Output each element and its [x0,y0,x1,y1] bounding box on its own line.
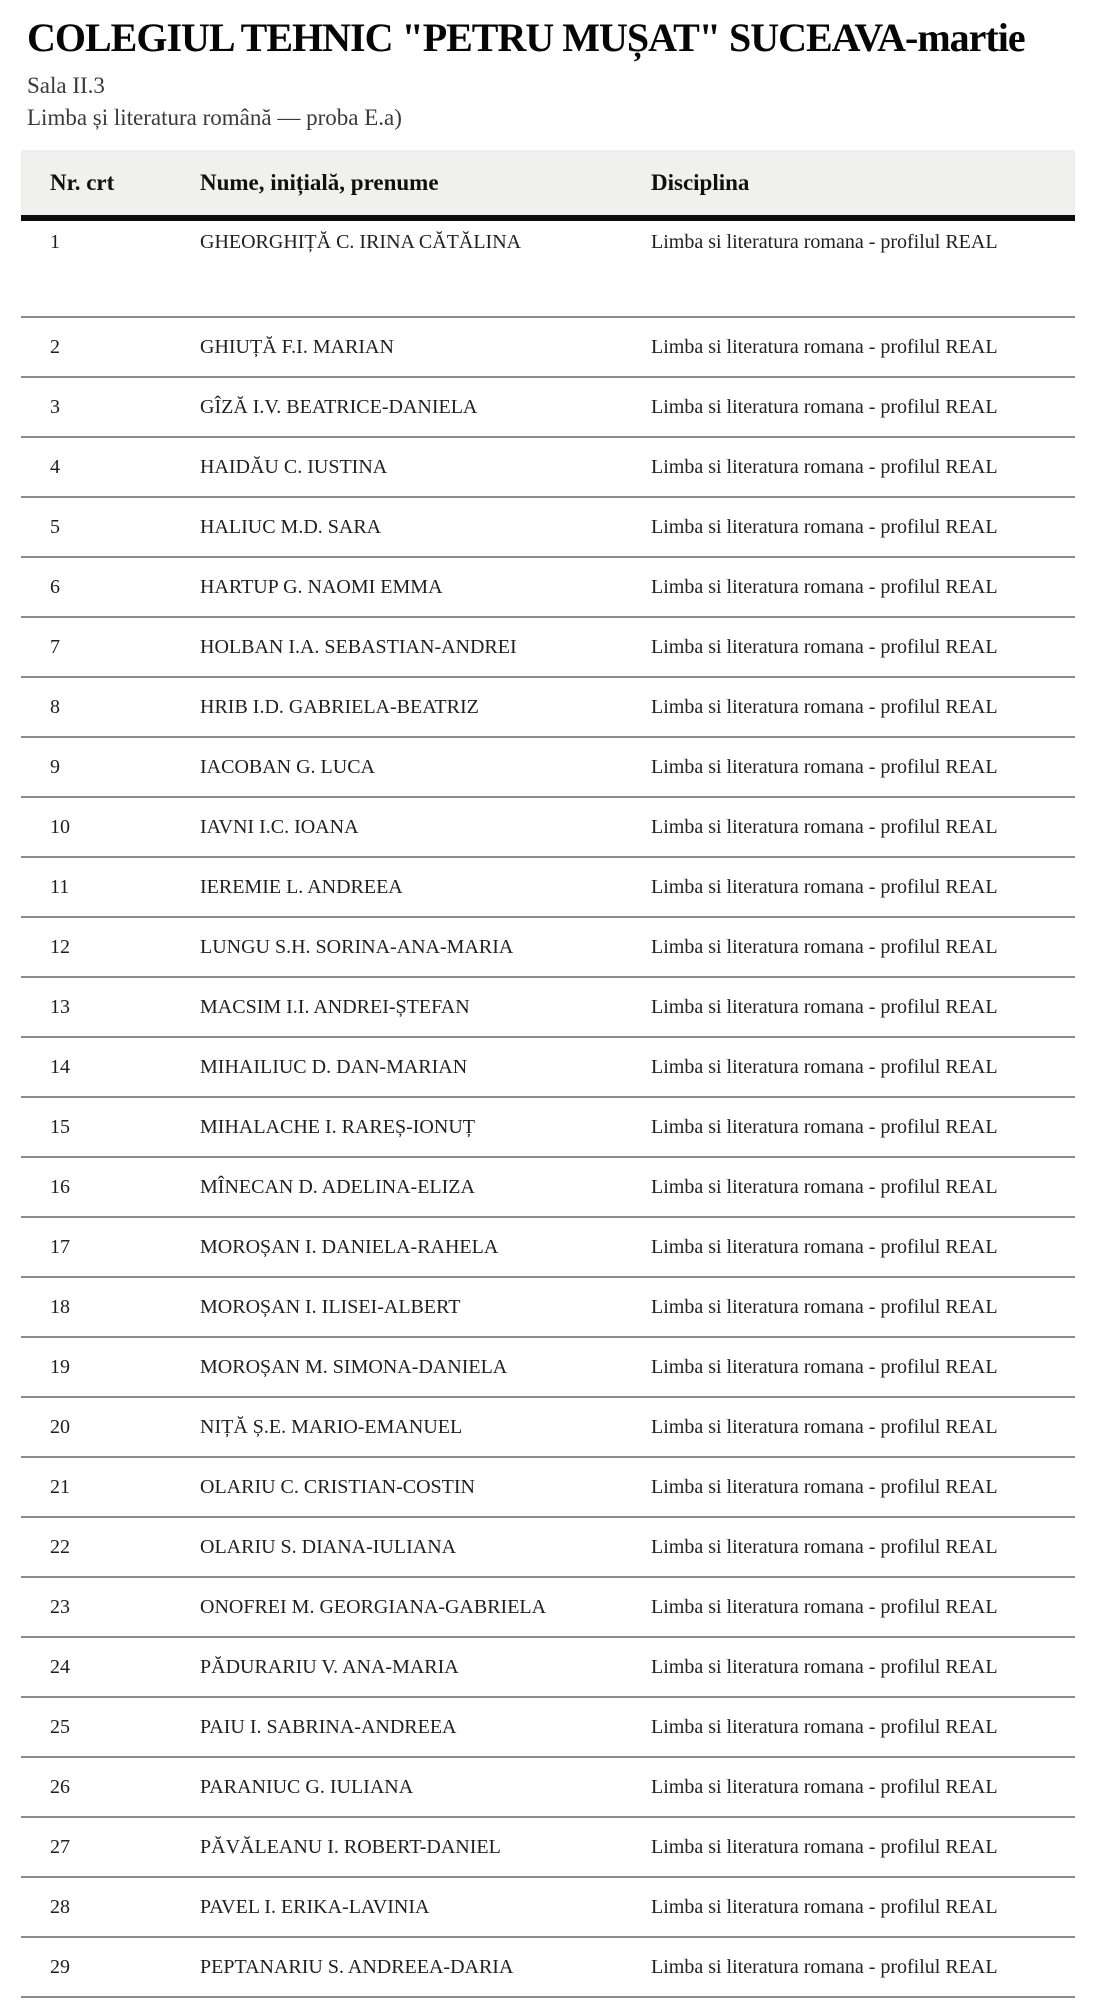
row-number: 24 [21,1637,200,1697]
row-number: 19 [21,1337,200,1397]
table-row [21,1697,1075,1757]
student-discipline: Limba si literatura romana - profilul REAL [651,557,1075,617]
student-discipline: Limba si literatura romana - profilul REAL [651,1817,1075,1877]
table-row [21,917,1075,977]
student-discipline: Limba si literatura romana - profilul REAL [651,1577,1075,1637]
student-discipline: Limba si literatura romana - profilul REAL [651,1937,1075,1997]
student-name: NIȚĂ Ș.E. MARIO-EMANUEL [200,1397,651,1457]
student-discipline: Limba si literatura romana - profilul REAL [651,917,1075,977]
table-row [21,1217,1075,1277]
student-name: PAVEL I. ERIKA-LAVINIA [200,1877,651,1937]
table-body [21,218,1075,1997]
student-name: OLARIU C. CRISTIAN-COSTIN [200,1457,651,1517]
student-discipline: Limba si literatura romana - profilul REAL [651,977,1075,1037]
student-discipline: Limba si literatura romana - profilul REAL [651,1397,1075,1457]
student-discipline: Limba si literatura romana - profilul REAL [651,1877,1075,1937]
student-name: IACOBAN G. LUCA [200,737,651,797]
row-number: 25 [21,1697,200,1757]
student-discipline: Limba si literatura romana - profilul REAL [651,1157,1075,1217]
student-discipline: Limba si literatura romana - profilul REAL [651,218,1075,317]
row-number: 6 [21,557,200,617]
row-number: 9 [21,737,200,797]
student-discipline: Limba si literatura romana - profilul REAL [651,857,1075,917]
room-label: Sala II.3 [27,73,105,98]
student-discipline: Limba si literatura romana - profilul REAL [651,1037,1075,1097]
student-discipline: Limba si literatura romana - profilul REAL [651,437,1075,497]
row-number: 7 [21,617,200,677]
student-name: PARANIUC G. IULIANA [200,1757,651,1817]
table-row [21,1817,1075,1877]
table-row [21,977,1075,1037]
row-number: 11 [21,857,200,917]
student-name: PAIU I. SABRINA-ANDREEA [200,1697,651,1757]
row-number: 4 [21,437,200,497]
student-discipline: Limba si literatura romana - profilul REAL [651,677,1075,737]
table-row [21,737,1075,797]
row-number: 23 [21,1577,200,1637]
table-row [21,1337,1075,1397]
student-discipline: Limba si literatura romana - profilul REAL [651,797,1075,857]
student-name: PĂDURARIU V. ANA-MARIA [200,1637,651,1697]
students-table [21,150,1075,1998]
student-name: HOLBAN I.A. SEBASTIAN-ANDREI [200,617,651,677]
table-row [21,797,1075,857]
student-discipline: Limba si literatura romana - profilul REAL [651,377,1075,437]
row-number: 22 [21,1517,200,1577]
table-row [21,1877,1075,1937]
row-number: 12 [21,917,200,977]
table-row [21,317,1075,377]
student-name: GHIUȚĂ F.I. MARIAN [200,317,651,377]
table-row [21,1937,1075,1997]
table-row [21,1037,1075,1097]
student-discipline: Limba si literatura romana - profilul REAL [651,1337,1075,1397]
row-number: 26 [21,1757,200,1817]
table-row [21,437,1075,497]
row-number: 20 [21,1397,200,1457]
table-row [21,1757,1075,1817]
student-name: MIHALACHE I. RAREȘ-IONUȚ [200,1097,651,1157]
student-name: HALIUC M.D. SARA [200,497,651,557]
student-discipline: Limba si literatura romana - profilul REAL [651,617,1075,677]
student-discipline: Limba si literatura romana - profilul REAL [651,497,1075,557]
row-number: 5 [21,497,200,557]
student-discipline: Limba si literatura romana - profilul REAL [651,1097,1075,1157]
student-name: GHEORGHIȚĂ C. IRINA CĂTĂLINA [200,218,651,317]
student-name: MÎNECAN D. ADELINA-ELIZA [200,1157,651,1217]
student-discipline: Limba si literatura romana - profilul REAL [651,1517,1075,1577]
student-name: MIHAILIUC D. DAN-MARIAN [200,1037,651,1097]
student-discipline: Limba si literatura romana - profilul REAL [651,1697,1075,1757]
student-name: ONOFREI M. GEORGIANA-GABRIELA [200,1577,651,1637]
table-row [21,1517,1075,1577]
student-name: HRIB I.D. GABRIELA-BEATRIZ [200,677,651,737]
table-header-row [21,150,1075,218]
table-row [21,617,1075,677]
subject-label: Limba și literatura română — proba E.a) [27,105,402,130]
student-discipline: Limba si literatura romana - profilul REAL [651,1277,1075,1337]
table-row [21,1097,1075,1157]
column-header-name: Nume, inițială, prenume [200,150,651,218]
student-name: MOROȘAN I. ILISEI-ALBERT [200,1277,651,1337]
student-name: MOROȘAN I. DANIELA-RAHELA [200,1217,651,1277]
table-row [21,557,1075,617]
student-name: HARTUP G. NAOMI EMMA [200,557,651,617]
row-number: 15 [21,1097,200,1157]
table-row [21,1397,1075,1457]
student-name: LUNGU S.H. SORINA-ANA-MARIA [200,917,651,977]
row-number: 1 [21,218,200,317]
student-discipline: Limba si literatura romana - profilul REAL [651,1217,1075,1277]
student-name: PEPTANARIU S. ANDREEA-DARIA [200,1937,651,1997]
table-row [21,1157,1075,1217]
table-row [21,1637,1075,1697]
row-number: 14 [21,1037,200,1097]
row-number: 27 [21,1817,200,1877]
student-discipline: Limba si literatura romana - profilul REAL [651,1637,1075,1697]
page-title: COLEGIUL TEHNIC "PETRU MUȘAT" SUCEAVA-martie [27,15,1025,60]
student-discipline: Limba si literatura romana - profilul REAL [651,737,1075,797]
table-row [21,1277,1075,1337]
student-discipline: Limba si literatura romana - profilul REAL [651,317,1075,377]
row-number: 10 [21,797,200,857]
table-row [21,497,1075,557]
table-row [21,1577,1075,1637]
student-name: HAIDĂU C. IUSTINA [200,437,651,497]
column-header-nr-crt: Nr. crt [21,150,200,218]
student-name: IEREMIE L. ANDREEA [200,857,651,917]
student-name: OLARIU S. DIANA-IULIANA [200,1517,651,1577]
row-number: 2 [21,317,200,377]
table-row [21,218,1075,317]
student-name: PĂVĂLEANU I. ROBERT-DANIEL [200,1817,651,1877]
row-number: 8 [21,677,200,737]
row-number: 13 [21,977,200,1037]
student-name: GÎZĂ I.V. BEATRICE-DANIELA [200,377,651,437]
student-name: MOROȘAN M. SIMONA-DANIELA [200,1337,651,1397]
row-number: 29 [21,1937,200,1997]
student-discipline: Limba si literatura romana - profilul REAL [651,1457,1075,1517]
row-number: 17 [21,1217,200,1277]
column-header-discipline: Disciplina [651,150,1075,218]
table-row [21,1457,1075,1517]
table-row [21,857,1075,917]
subtitle-block [27,70,1094,134]
row-number: 18 [21,1277,200,1337]
student-name: IAVNI I.C. IOANA [200,797,651,857]
table-row [21,377,1075,437]
row-number: 3 [21,377,200,437]
student-discipline: Limba si literatura romana - profilul REAL [651,1757,1075,1817]
table-row [21,677,1075,737]
row-number: 16 [21,1157,200,1217]
row-number: 28 [21,1877,200,1937]
student-name: MACSIM I.I. ANDREI-ȘTEFAN [200,977,651,1037]
row-number: 21 [21,1457,200,1517]
